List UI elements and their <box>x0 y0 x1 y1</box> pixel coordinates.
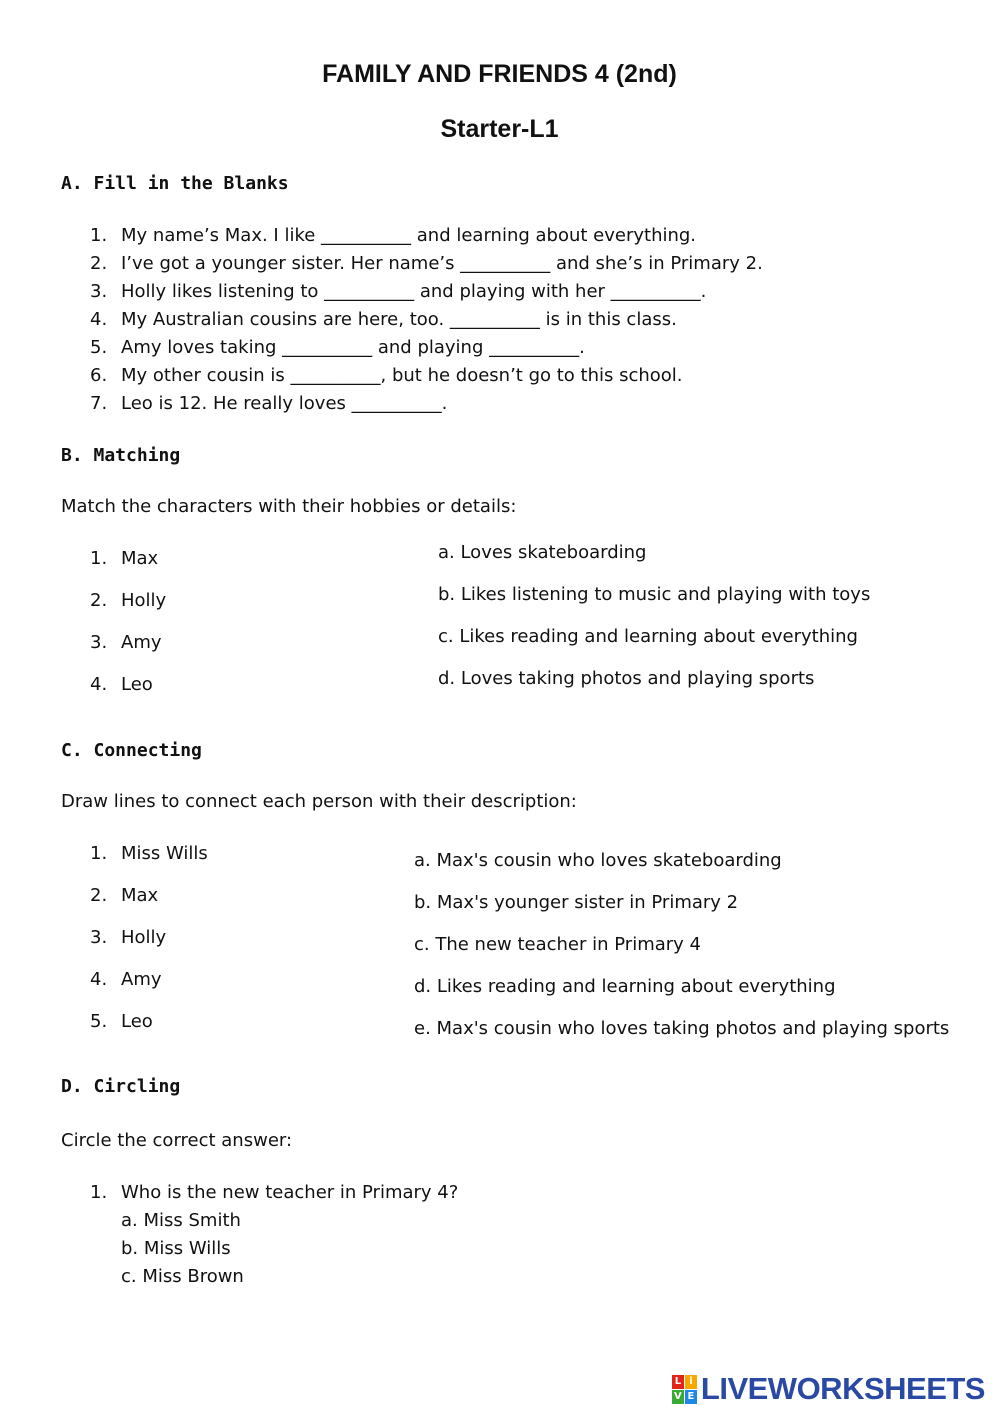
fill-item-text: My Australian cousins are here, too. __________ is in this class. <box>121 309 677 330</box>
fill-item-text: My other cousin is __________, but he doesn’t go to this school. <box>121 365 683 386</box>
match-left-number: 4. <box>90 674 108 695</box>
liveworksheets-logo <box>672 1372 985 1406</box>
connect-right-option: a. Max's cousin who loves skateboarding <box>414 850 782 871</box>
fill-item-text: Holly likes listening to __________ and playing with her __________. <box>121 281 707 302</box>
connect-left-number: 5. <box>90 1011 108 1032</box>
connect-left-number: 2. <box>90 885 108 906</box>
fill-item-text: Amy loves taking __________ and playing __________. <box>121 337 585 358</box>
answer-option[interactable]: c. Miss Brown <box>121 1266 244 1287</box>
section-d-heading: D. Circling <box>61 1076 181 1097</box>
logo-mark-letter: V <box>672 1390 684 1404</box>
answer-option[interactable]: a. Miss Smith <box>121 1210 241 1231</box>
fill-item-number: 4. <box>90 309 108 330</box>
connect-left-text: Miss Wills <box>121 843 208 864</box>
page-title: FAMILY AND FRIENDS 4 (2nd) <box>322 60 677 88</box>
connect-left-text: Max <box>121 885 159 906</box>
fill-item-number: 2. <box>90 253 108 274</box>
match-right-option: b. Likes listening to music and playing with toys <box>438 584 871 605</box>
section-b-heading: B. Matching <box>61 445 181 466</box>
connect-right-option: e. Max's cousin who loves taking photos and playing sports <box>414 1018 950 1039</box>
fill-item-text: My name’s Max. I like __________ and learning about everything. <box>121 225 697 246</box>
connect-right-option: d. Likes reading and learning about everything <box>414 976 836 997</box>
section-b-instruction: Match the characters with their hobbies or details: <box>61 496 517 517</box>
connect-left-number: 4. <box>90 969 108 990</box>
match-right-option: c. Likes reading and learning about everything <box>438 626 858 647</box>
section-c-heading: C. Connecting <box>61 740 202 761</box>
logo-mark-letter: L <box>672 1375 684 1389</box>
logo-mark-letter: i <box>685 1375 697 1389</box>
connect-left-text: Leo <box>121 1011 153 1032</box>
match-left-text: Max <box>121 548 159 569</box>
section-c-instruction: Draw lines to connect each person with their description: <box>61 791 577 812</box>
match-left-number: 3. <box>90 632 108 653</box>
fill-item-number: 3. <box>90 281 108 302</box>
section-d-instruction: Circle the correct answer: <box>61 1130 293 1151</box>
match-left-text: Leo <box>121 674 153 695</box>
logo-mark-icon <box>672 1375 697 1404</box>
answer-option[interactable]: b. Miss Wills <box>121 1238 231 1259</box>
connect-left-text: Holly <box>121 927 167 948</box>
page-subtitle: Starter-L1 <box>440 115 559 143</box>
logo-mark-letter: E <box>685 1390 697 1404</box>
connect-left-text: Amy <box>121 969 162 990</box>
match-left-number: 1. <box>90 548 108 569</box>
fill-item-number: 5. <box>90 337 108 358</box>
question-number: 1. <box>90 1182 108 1203</box>
fill-item-text: I’ve got a younger sister. Her name’s __________ and she’s in Primary 2. <box>121 253 763 274</box>
section-a-heading: A. Fill in the Blanks <box>61 173 289 194</box>
match-right-option: a. Loves skateboarding <box>438 542 647 563</box>
fill-item-number: 1. <box>90 225 108 246</box>
fill-item-number: 6. <box>90 365 108 386</box>
connect-right-option: b. Max's younger sister in Primary 2 <box>414 892 739 913</box>
match-left-text: Amy <box>121 632 162 653</box>
match-right-option: d. Loves taking photos and playing sports <box>438 668 815 689</box>
fill-item-text: Leo is 12. He really loves __________. <box>121 393 448 414</box>
connect-right-option: c. The new teacher in Primary 4 <box>414 934 701 955</box>
logo-text: LIVEWORKSHEETS <box>700 1371 985 1406</box>
match-left-text: Holly <box>121 590 167 611</box>
connect-left-number: 3. <box>90 927 108 948</box>
fill-item-number: 7. <box>90 393 108 414</box>
question-text: Who is the new teacher in Primary 4? <box>121 1182 459 1203</box>
connect-left-number: 1. <box>90 843 108 864</box>
match-left-number: 2. <box>90 590 108 611</box>
